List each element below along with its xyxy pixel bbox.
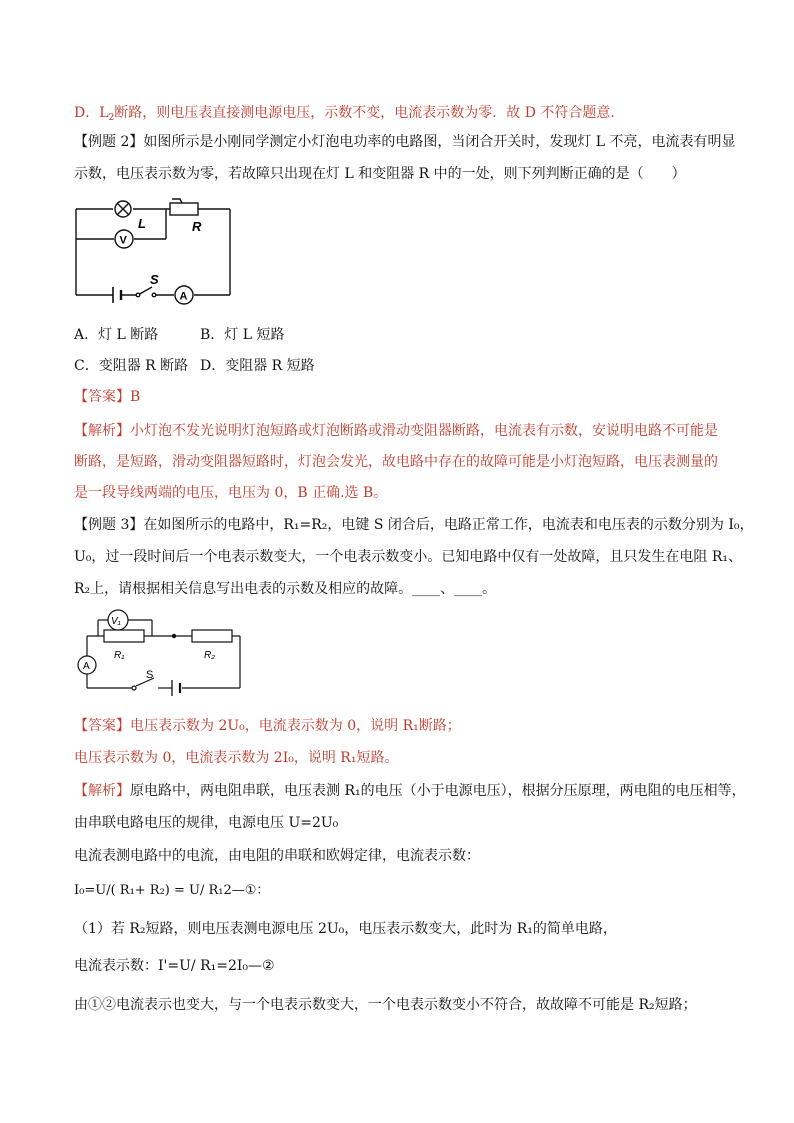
example3-analysis-line1: 【解析】原电路中，两电阻串联，电压表测 R₁的电压（小于电源电压），根据分压原理，两电阻的电压相等， <box>74 783 746 799</box>
example3-formula1: I₀=U/( R₁+ R₂) = U/ R₁2—①： <box>74 883 270 898</box>
example3-question-line2: U₀，过一段时间后一个电表示数变大，一个电表示数变小。已知电路中仅有一处故障，且只发生在电阻 R₁、 <box>74 549 743 565</box>
example2-analysis-line1: 【解析】小灯泡不发光说明灯泡短路或灯泡断路或滑动变阻器断路，电流表有示数，安说明电路不可能是 <box>74 423 718 439</box>
example3-circuit-diagram <box>74 608 254 704</box>
example2-option-a: A．灯 L 断路 <box>74 327 159 343</box>
example3-analysis-conclusion: 由①②电流表示也变大，与一个电表示数变大，一个电表示数变小不符合，故故障不可能是 R₂短路； <box>74 997 697 1013</box>
svg-text:R₁: R₁ <box>114 650 125 661</box>
example2-option-d: D．变阻器 R 短路 <box>200 358 315 374</box>
example3-question-line1: 【例题 3】在如图所示的电路中，R₁=R₂，电键 S 闭合后，电路正常工作，电流表和电压表的示数分别为 I₀， <box>74 517 754 533</box>
svg-text:V: V <box>119 234 127 247</box>
svg-text:L: L <box>138 216 146 231</box>
svg-text:A: A <box>179 290 188 303</box>
example2-question-line1: 【例题 2】如图所示是小刚同学测定小灯泡电功率的电路图，当闭合开关时，发现灯 L 不亮，电流表有明显 <box>74 134 736 150</box>
example3-analysis-line3: 电流表测电路中的电流，由电阻的串联和欧姆定律，电流表示数： <box>74 848 480 864</box>
svg-text:S: S <box>150 272 159 287</box>
example3-answer-line2: 电压表示数为 0，电流表示数为 2I₀，说明 R₁短路。 <box>74 750 399 766</box>
example2-question-line2: 示数，电压表示数为零，若故障只出现在灯 L 和变阻器 R 中的一处，则下列判断正确的是（ ） <box>74 166 686 182</box>
svg-text:A: A <box>83 661 90 672</box>
svg-text:R: R <box>192 219 202 234</box>
example2-answer: 【答案】B <box>74 389 141 405</box>
option-d-analysis: D．$L_2$断路，则电压表直接测电源电压，示数不变，电流表示数为零．故 D 不符合题意． <box>74 105 625 123</box>
example3-analysis-line2: 由串联电路电压的规律，电源电压 U=2U₀ <box>74 815 339 831</box>
example3-analysis-case1: （1）若 R₂短路，则电压表测电源电压 2U₀，电压表示数变大，此时为 R₁的简单电路， <box>74 921 617 937</box>
example2-circuit-diagram <box>70 195 240 305</box>
example2-analysis-line3: 是一段导线两端的电压，电压为 0，B 正确.选 B。 <box>74 485 388 501</box>
example3-answer-line1: 【答案】电压表示数为 2U₀，电流表示数为 0，说明 R₁断路； <box>74 718 461 734</box>
svg-text:R₂: R₂ <box>204 650 216 661</box>
example2-analysis-line2: 断路，是短路，滑动变阻器短路时，灯泡会发光，故电路中存在的故障可能是小灯泡短路，电压表测量的 <box>74 454 718 470</box>
example3-question-line3: R₂上，请根据相关信息写出电表的示数及相应的故障。____、____。 <box>74 581 497 597</box>
svg-text:V₁: V₁ <box>111 616 121 627</box>
svg-text:S: S <box>146 669 154 681</box>
example2-option-b: B．灯 L 短路 <box>200 327 285 343</box>
example3-formula2: 电流表示数：I'=U/ R₁=2I₀—② <box>74 958 275 974</box>
example2-option-c: C．变阻器 R 断路 <box>74 358 189 374</box>
